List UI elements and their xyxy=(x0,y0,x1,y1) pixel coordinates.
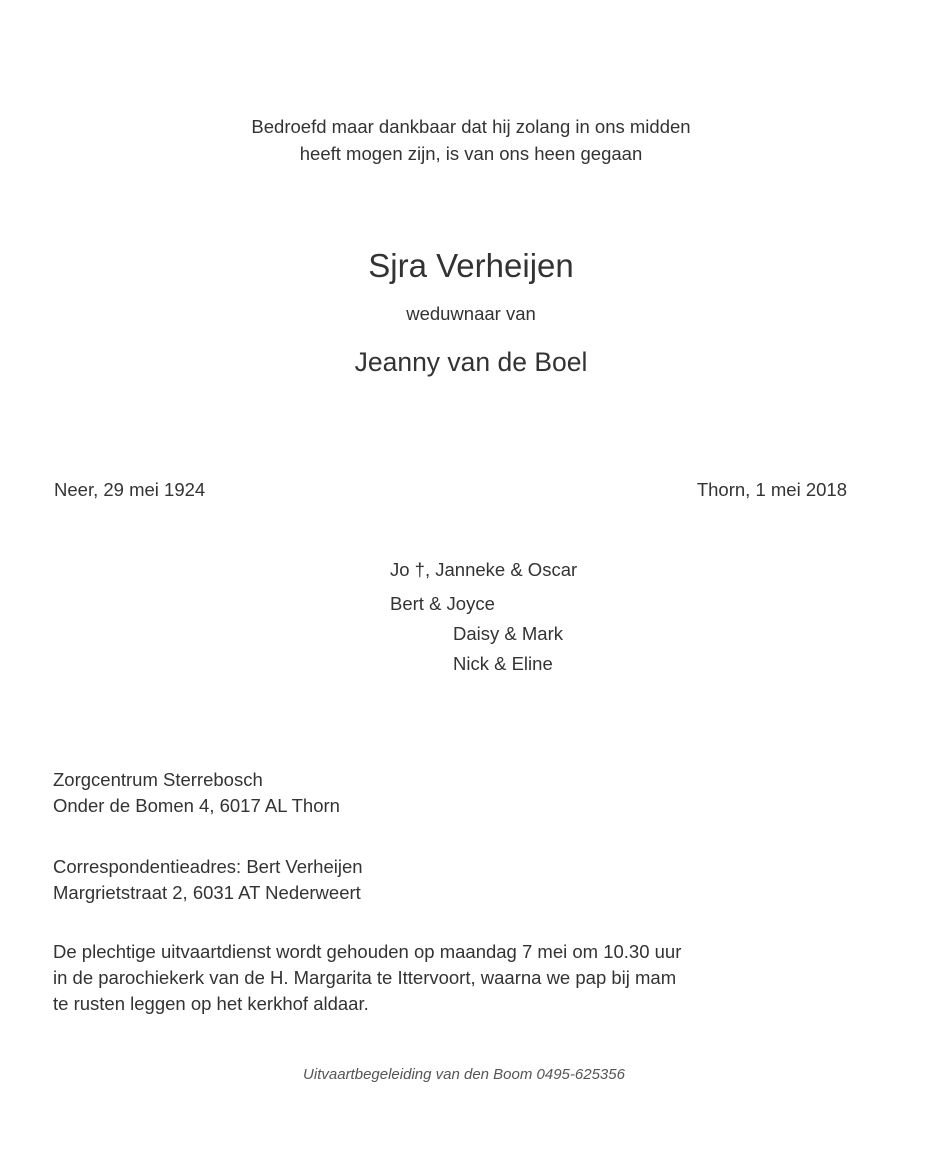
relation-text: weduwnaar van xyxy=(406,303,536,324)
care-home-name: Zorgcentrum Sterrebosch xyxy=(53,769,263,790)
service-line-1: De plechtige uitvaartdienst wordt gehouden op maandag 7 mei om 10.30 uur xyxy=(53,941,682,962)
family-line: Nick & Eline xyxy=(453,653,553,674)
intro-line-2: heeft mogen zijn, is van ons heen gegaan xyxy=(299,143,643,164)
service-line-2: in de parochiekerk van de H. Margarita te Ittervoort, waarna we pap bij mam xyxy=(53,967,677,988)
correspondence-address xyxy=(53,854,363,906)
deceased-name: Sjra Verheijen xyxy=(368,247,574,284)
family-line: Jo †, Janneke & Oscar xyxy=(390,559,578,580)
footer-funeral-director xyxy=(0,1065,942,1085)
correspondence-line-1: Correspondentieadres: Bert Verheijen xyxy=(53,856,363,877)
funeral-service-text xyxy=(53,939,681,1017)
correspondence-line-2: Margrietstraat 2, 6031 AT Nederweert xyxy=(53,882,361,903)
footer-text: Uitvaartbegeleiding van den Boom 0495-625356 xyxy=(303,1066,625,1083)
death-place-date: Thorn, 1 mei 2018 xyxy=(696,479,847,500)
birth-place-date: Neer, 29 mei 1924 xyxy=(54,479,206,500)
family-line: Daisy & Mark xyxy=(453,623,563,644)
service-line-3: te rusten leggen op het kerkhof aldaar. xyxy=(53,993,369,1014)
care-home-street: Onder de Bomen 4, 6017 AL Thorn xyxy=(53,795,340,816)
spouse-name: Jeanny van de Boel xyxy=(354,347,588,377)
family-line: Bert & Joyce xyxy=(390,593,495,614)
care-home-address xyxy=(53,767,340,819)
intro-text xyxy=(0,113,942,167)
intro-line-1: Bedroefd maar dankbaar dat hij zolang in ons midden xyxy=(251,116,691,137)
